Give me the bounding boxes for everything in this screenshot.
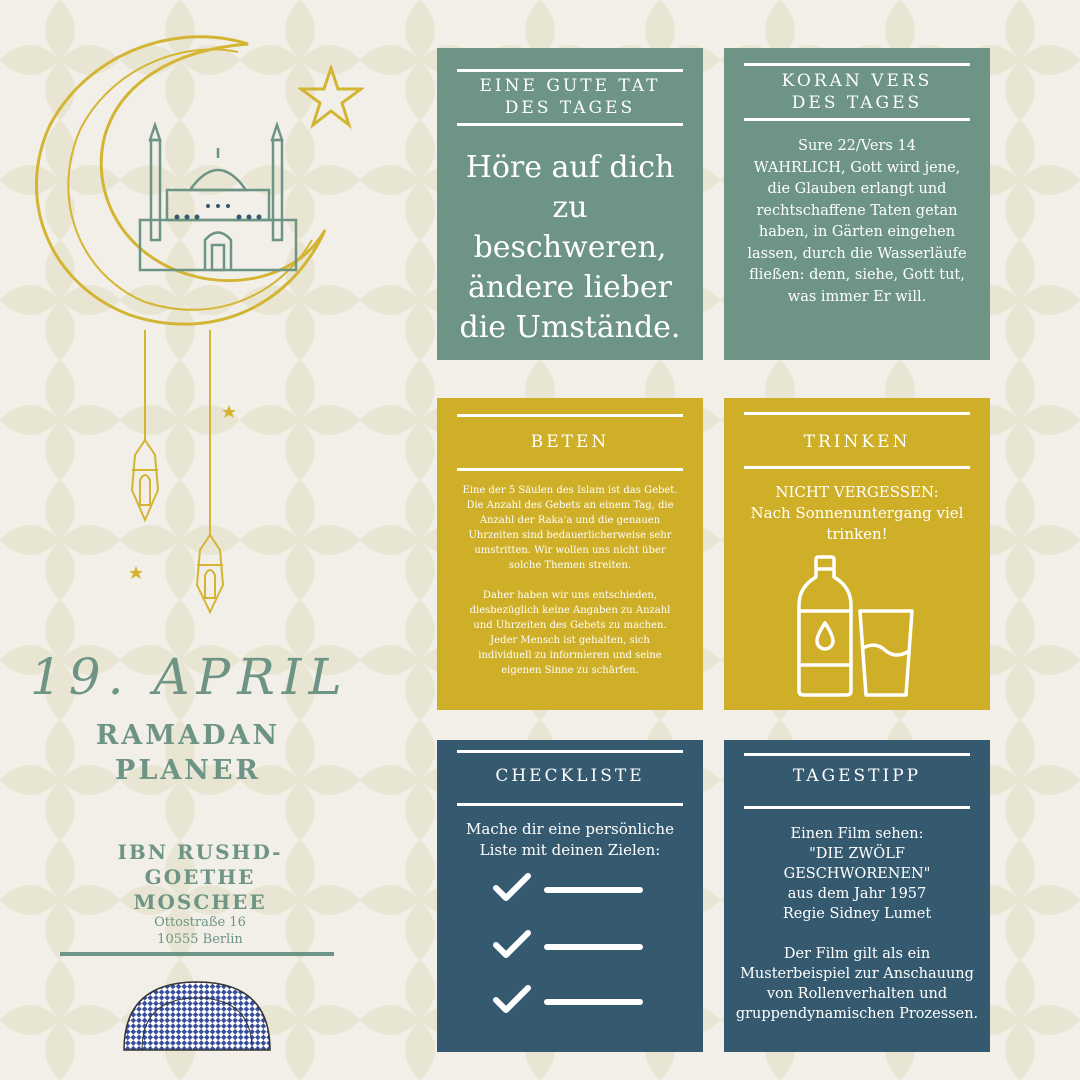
text-line: Höre auf dich	[465, 150, 675, 185]
card-title-line: DES TAGES	[504, 98, 636, 118]
card-title-line: EINE GUTE TAT	[479, 76, 661, 96]
text-line: aus dem Jahr 1957	[787, 886, 927, 902]
text-line: Sure 22/Vers 14	[798, 138, 916, 154]
text-line: eigenen Sinne zu schärfen.	[501, 665, 639, 676]
card-title	[451, 75, 689, 119]
text-line: WAHRLICH, Gott wird jene,	[753, 159, 961, 176]
text-line: was immer Er will.	[787, 288, 927, 305]
card-daily-tip	[724, 740, 990, 1052]
text-line: trinken!	[826, 525, 888, 543]
lantern-icon	[118, 330, 238, 620]
subtitle-line: PLANER	[115, 755, 261, 786]
divider	[60, 952, 334, 956]
checklist-items	[492, 870, 652, 1020]
card-title	[738, 70, 976, 114]
tip-text	[728, 824, 986, 1024]
card-rule	[744, 118, 970, 121]
text-line: ändere lieber	[467, 270, 673, 305]
checklist-text	[447, 819, 693, 861]
card-title-line: DES TAGES	[791, 93, 923, 113]
text-line: die Glauben erlangt und	[767, 181, 947, 197]
text-line: NICHT VERGESSEN:	[775, 483, 939, 501]
card-rule	[457, 69, 683, 72]
good-deed-text	[447, 148, 693, 348]
checkmark-icon	[496, 876, 528, 898]
card-rule	[744, 63, 970, 66]
card-quran-verse	[724, 48, 990, 360]
checkmark-icon	[496, 933, 528, 955]
text-line: Jeder Mensch ist gehalten, sich	[490, 635, 650, 646]
card-drink	[724, 398, 990, 710]
mosque-name-line: MOSCHEE	[133, 890, 267, 914]
text-line: fließen: denn, siehe, Gott tut,	[749, 267, 965, 283]
text-line: die Umstände.	[459, 310, 681, 345]
text-line: haben, in Gärten eingehen	[758, 224, 956, 240]
text-line: GESCHWORENEN"	[783, 866, 931, 882]
text-line: Der Film gilt als ein	[783, 946, 931, 962]
text-line: Die Anzahl des Gebets an einem Tag, die	[466, 500, 674, 511]
text-line: und Uhrzeiten des Gebets zu machen.	[473, 620, 667, 631]
card-rule	[744, 412, 970, 415]
text-line: Regie Sidney Lumet	[782, 906, 932, 922]
card-rule	[457, 468, 683, 471]
text-line: von Rollenverhalten und	[766, 986, 948, 1002]
pray-text	[443, 483, 697, 678]
date-heading: 19. APRIL	[30, 648, 349, 706]
text-line: diesbezüglich keine Angaben zu Anzahl	[469, 605, 671, 616]
text-line: beschweren,	[473, 230, 667, 265]
card-pray	[437, 398, 703, 710]
quran-verse-text	[728, 136, 986, 308]
checkmark-icon	[496, 988, 528, 1010]
text-line: zu	[552, 190, 588, 225]
card-checklist	[437, 740, 703, 1052]
card-title: CHECKLISTE	[495, 766, 645, 786]
text-line: Daher haben wir uns entschieden,	[482, 590, 658, 601]
card-title-line: KORAN VERS	[781, 71, 933, 91]
card-title: TAGESTIPP	[792, 766, 922, 786]
text-line: lassen, durch die Wasserläufe	[747, 245, 967, 262]
text-line: Nach Sonnenuntergang viel	[750, 504, 964, 522]
address-city: 10555 Berlin	[157, 932, 243, 947]
card-title: TRINKEN	[803, 432, 911, 452]
card-good-deed	[437, 48, 703, 360]
text-line: individuell zu informieren und seine	[478, 650, 662, 661]
card-title: BETEN	[530, 432, 610, 452]
card-rule	[457, 750, 683, 753]
text-line: Musterbeispiel zur Anschauung	[740, 966, 974, 982]
text-line: Einen Film sehen:	[790, 826, 924, 842]
card-rule	[744, 753, 970, 756]
subtitle-line: RAMADAN	[95, 720, 281, 751]
text-line: Mache dir eine persönliche	[466, 820, 674, 838]
dome-logo-icon	[122, 978, 272, 1052]
mosque-name-line: GOETHE	[144, 865, 256, 889]
text-line: Uhrzeiten sind bedauerlicherweise sehr	[468, 530, 672, 541]
text-line: "DIE ZWÖLF	[809, 846, 905, 862]
card-rule	[744, 806, 970, 809]
text-line: Eine der 5 Säulen des Islam ist das Gebet.	[462, 485, 678, 496]
mosque-icon	[125, 120, 315, 280]
text-line: Liste mit deinen Zielen:	[479, 841, 661, 859]
text-line: rechtschaffene Taten getan	[756, 202, 958, 219]
card-rule	[457, 803, 683, 806]
address-street: Ottostraße 16	[154, 915, 246, 930]
water-bottle-and-glass-icon	[794, 553, 919, 698]
spacer	[728, 924, 986, 944]
drink-text	[734, 482, 980, 545]
card-rule	[744, 466, 970, 469]
mosque-name	[95, 840, 305, 915]
spacer	[443, 573, 697, 588]
text-line: Anzahl der Raka'a und die genauen	[479, 515, 661, 526]
card-rule	[457, 123, 683, 126]
text-line: umstritten. Wir wollen uns nicht über	[474, 545, 666, 556]
text-line: solche Themen streiten.	[508, 560, 632, 571]
card-rule	[457, 414, 683, 417]
text-line: gruppendynamischen Prozessen.	[735, 1006, 979, 1022]
mosque-name-line: IBN RUSHD-	[117, 840, 283, 864]
